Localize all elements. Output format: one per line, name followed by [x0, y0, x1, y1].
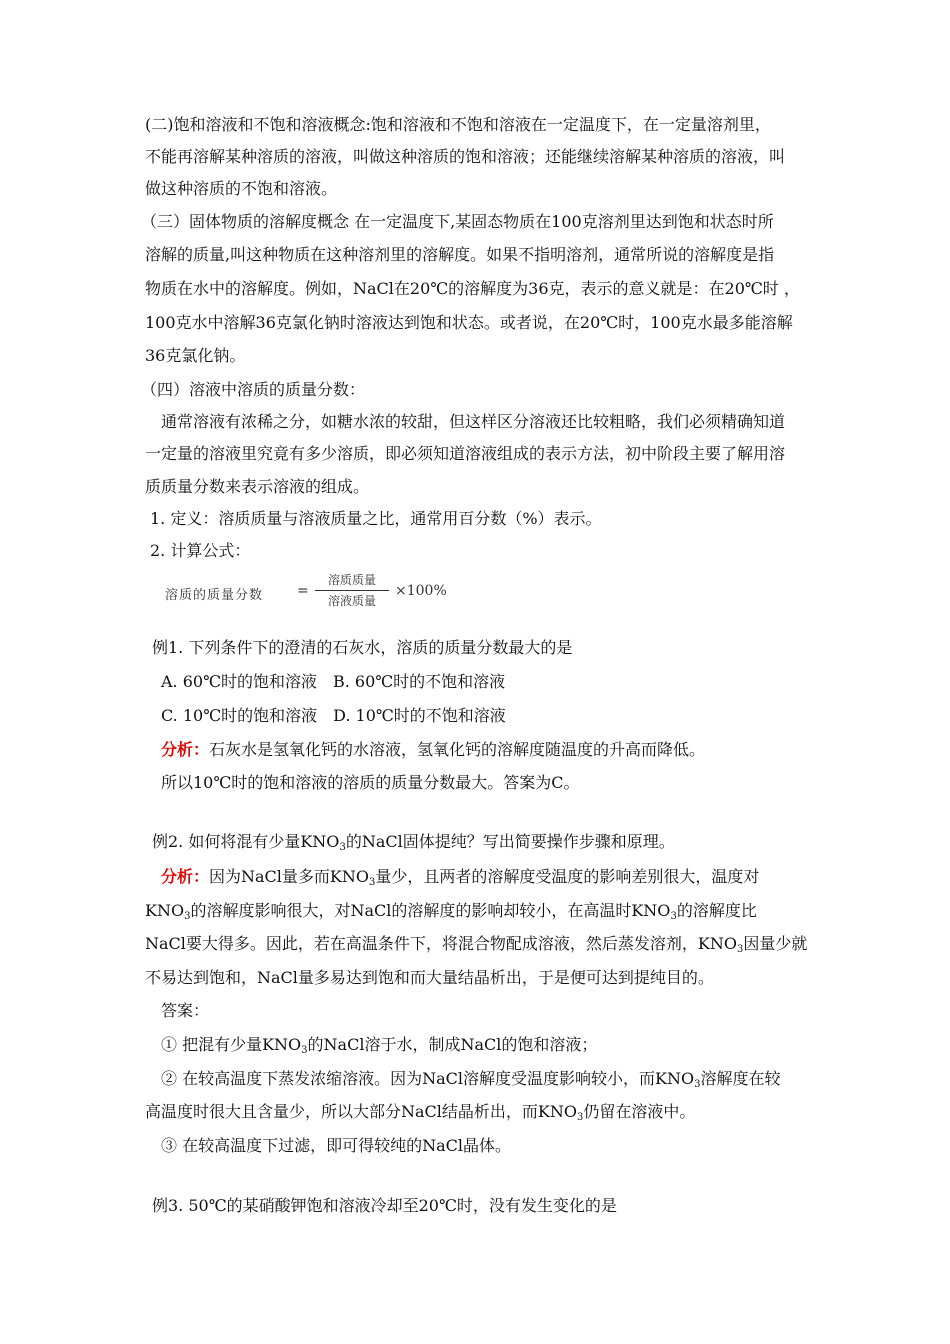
- p2-line-2: 溶解的质量,叫这种物质在这种溶剂里的溶解度。如果不指明溶剂，通常所说的溶解度是指: [145, 245, 775, 264]
- text-part: 仍留在溶液中。: [583, 1102, 696, 1121]
- formula-lhs: 溶质的质量分数: [165, 588, 264, 603]
- answer-label: 答案：: [161, 1001, 210, 1020]
- text-part: ① 把混有少量KNO: [161, 1035, 302, 1054]
- subscript: 3: [301, 1045, 308, 1056]
- analysis-text: 石灰水是氢氧化钙的水溶液，氢氧化钙的溶解度随温度的升高而降低。: [209, 740, 706, 759]
- example-1-analysis: [161, 740, 705, 760]
- subscript: 3: [369, 877, 376, 888]
- example-3-question: 例3. 50℃的某硝酸钾饱和溶液冷却至20℃时，没有发生变化的是: [152, 1196, 617, 1215]
- formula-title: 2. 计算公式：: [150, 541, 251, 560]
- formula-numerator: 溶质质量: [327, 573, 376, 587]
- answer-step-3: ③ 在较高温度下过滤，即可得较纯的NaCl晶体。: [161, 1136, 511, 1155]
- example-1-options-cd: C. 10℃时的饱和溶液 D. 10℃时的不饱和溶液: [161, 706, 506, 725]
- subscript: 3: [576, 1112, 584, 1123]
- subscript: 3: [670, 911, 677, 922]
- example-1-question: 例1. 下列条件下的澄清的石灰水，溶质的质量分数最大的是: [152, 638, 573, 657]
- text-part: 量少，且两者的溶解度受温度的影响差别很大，温度对: [375, 867, 760, 886]
- p3-line-2: 一定量的溶液里究竟有多少溶质，即必须知道溶液组成的表示方法，初中阶段主要了解用溶: [145, 444, 786, 463]
- text-part: 因为NaCl量多而KNO: [209, 867, 369, 886]
- q-part: 的NaCl固体提纯？写出简要操作步骤和原理。: [345, 832, 675, 851]
- p1-line-2: 不能再溶解某种溶质的溶液，叫做这种溶质的饱和溶液；还能继续溶解某种溶质的溶液，叫: [145, 147, 786, 166]
- section-4-title: （四）溶液中溶质的质量分数：: [141, 380, 366, 399]
- example-2-analysis-line-3: [145, 934, 807, 954]
- answer-step-1: [161, 1035, 597, 1055]
- text-part: 溶解度在较: [700, 1069, 781, 1088]
- text-part: KNO: [145, 901, 185, 920]
- p1-line-1: (二)饱和溶液和不饱和溶液概念:饱和溶液和不饱和溶液在一定温度下，在一定量溶剂里，: [145, 115, 771, 134]
- p1-line-3: 做这种溶质的不饱和溶液。: [145, 179, 338, 198]
- p3-line-3: 质质量分数来表示溶液的组成。: [145, 477, 370, 496]
- p3-line-1: 通常溶液有浓稀之分，如糖水浓的较甜，但这样区分溶液还比较粗略，我们必须精确知道: [161, 412, 786, 431]
- formula-denominator: 溶液质量: [327, 594, 376, 608]
- analysis-label: 分析：: [161, 740, 210, 759]
- example-2-question: [152, 832, 675, 852]
- example-1-conclusion: 所以10℃时的饱和溶液的溶质的质量分数最大。答案为C。: [161, 773, 580, 792]
- text-part: ② 在较高温度下蒸发浓缩溶液。因为NaCl溶解度受温度影响较小，而KNO: [161, 1069, 695, 1088]
- subscript: 3: [184, 911, 191, 922]
- subscript: 3: [339, 842, 346, 853]
- text-part: NaCl要大得多。因此，若在高温条件下，将混合物配成溶液，然后蒸发溶剂，KNO: [145, 934, 737, 953]
- formula-equals: =: [297, 583, 309, 599]
- example-2-analysis-line-4: 不易达到饱和，NaCl量多易达到饱和而大量结晶析出，于是便可达到提纯目的。: [145, 968, 714, 987]
- text-part: 因量少就: [743, 934, 808, 953]
- text-part: 的溶解度比: [676, 901, 757, 920]
- p2-line-4: 100克水中溶解36克氯化钠时溶液达到饱和状态。或者说，在20℃时，100克水最多能溶解: [145, 313, 793, 332]
- text-part: 的溶解度影响很大，对NaCl的溶解度的影响却较小，在高温时KNO: [190, 901, 671, 920]
- p2-line-1: （三）固体物质的溶解度概念 在一定温度下,某固态物质在100克溶剂里达到饱和状态时所: [141, 212, 774, 231]
- p2-line-5: 36克氯化钠。: [145, 346, 246, 365]
- answer-step-2: [161, 1069, 780, 1089]
- formula-fraction: [315, 572, 389, 609]
- example-2-analysis-line-1: [161, 867, 759, 887]
- answer-step-2-cont: [145, 1102, 695, 1122]
- subscript: 3: [736, 944, 744, 955]
- example-2-analysis-line-2: [145, 901, 757, 921]
- example-1-options-ab: A. 60℃时的饱和溶液 B. 60℃时的不饱和溶液: [161, 672, 506, 691]
- p2-line-3: 物质在水中的溶解度。例如，NaCl在20℃的溶解度为36克，表示的意义就是：在20℃时 ，: [145, 279, 800, 298]
- text-part: 的NaCl溶于水，制成NaCl的饱和溶液；: [307, 1035, 598, 1054]
- subscript: 3: [694, 1079, 701, 1090]
- fraction-bar: [315, 590, 389, 591]
- definition-line: 1. 定义：溶质质量与溶液质量之比，通常用百分数（%）表示。: [150, 509, 602, 528]
- analysis-label: 分析：: [161, 867, 210, 886]
- text-part: 高温度时很大且含量少，所以大部分NaCl结晶析出，而KNO: [145, 1102, 577, 1121]
- q-part: 例2. 如何将混有少量KNO: [152, 832, 340, 851]
- formula-times-100: ×100%: [395, 583, 447, 599]
